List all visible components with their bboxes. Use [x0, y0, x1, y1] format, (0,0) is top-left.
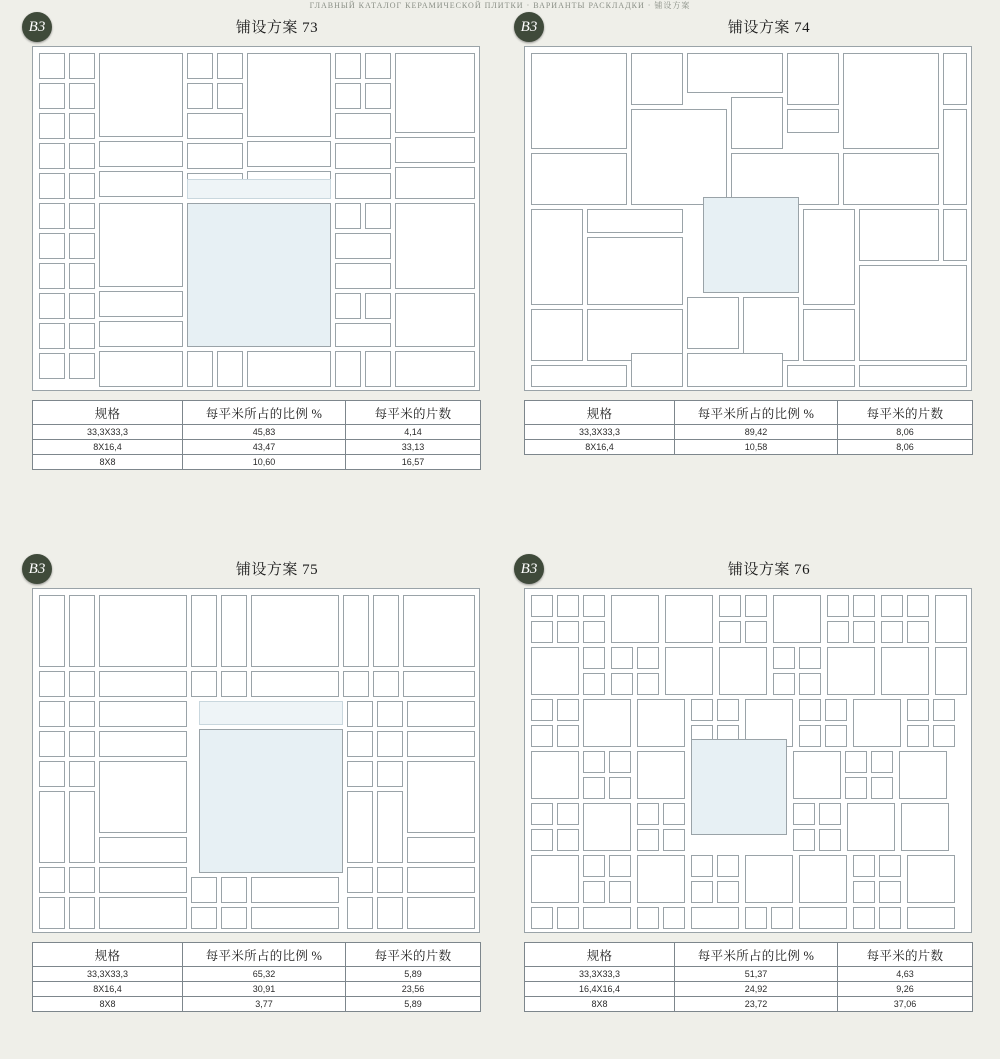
table-row: [33, 982, 481, 997]
cell-pieces: 9,26: [838, 982, 973, 997]
col-percent: 每平米所占的比例 %: [675, 943, 838, 967]
cell-pieces: 16,57: [346, 455, 481, 470]
table-header-row: [33, 401, 481, 425]
col-pieces: 每平米的片数: [346, 401, 481, 425]
table-row: [525, 997, 973, 1012]
cell-spec: 8X16,4: [525, 440, 675, 455]
table-row: [33, 455, 481, 470]
col-percent: 每平米所占的比例 %: [183, 943, 346, 967]
cell-pieces: 37,06: [838, 997, 973, 1012]
cell-pieces: 23,56: [346, 982, 481, 997]
col-spec: 规格: [33, 401, 183, 425]
cell-percent: 45,83: [183, 425, 346, 440]
table-row: [525, 967, 973, 982]
tile-diagram: [524, 46, 972, 391]
cell-pieces: 8,06: [838, 440, 973, 455]
panel-header: [514, 12, 984, 46]
panel-header: [22, 554, 492, 588]
table-row: [33, 440, 481, 455]
cell-percent: 65,32: [183, 967, 346, 982]
panel-header: [22, 12, 492, 46]
spec-table: [524, 942, 973, 1012]
cell-pieces: 4,14: [346, 425, 481, 440]
cell-spec: 8X8: [33, 455, 183, 470]
cell-percent: 30,91: [183, 982, 346, 997]
badge-b3: B3: [514, 554, 544, 584]
cell-percent: 89,42: [675, 425, 838, 440]
cell-pieces: 4,63: [838, 967, 973, 982]
cell-spec: 8X16,4: [33, 982, 183, 997]
spec-table: [32, 400, 481, 470]
cell-percent: 10,60: [183, 455, 346, 470]
col-spec: 规格: [33, 943, 183, 967]
col-percent: 每平米所占的比例 %: [183, 401, 346, 425]
col-spec: 规格: [525, 943, 675, 967]
cell-percent: 3,77: [183, 997, 346, 1012]
cell-spec: 33,3X33,3: [525, 967, 675, 982]
table-row: [525, 982, 973, 997]
page-title: 铺设方案 73: [235, 20, 319, 36]
layout-panel-74: [514, 12, 984, 455]
spec-table: [32, 942, 481, 1012]
col-spec: 规格: [525, 401, 675, 425]
col-pieces: 每平米的片数: [838, 401, 973, 425]
layout-panel-76: [514, 554, 984, 1012]
cell-spec: 16,4X16,4: [525, 982, 675, 997]
tile-diagram: [32, 588, 480, 933]
table-row: [33, 997, 481, 1012]
cell-pieces: 5,89: [346, 967, 481, 982]
table-row: [33, 425, 481, 440]
cell-percent: 24,92: [675, 982, 838, 997]
badge-b3: B3: [22, 554, 52, 584]
page-title: 铺设方案 74: [727, 20, 811, 36]
cell-spec: 8X16,4: [33, 440, 183, 455]
cell-percent: 23,72: [675, 997, 838, 1012]
panel-header: [514, 554, 984, 588]
cell-pieces: 8,06: [838, 425, 973, 440]
cell-spec: 33,3X33,3: [33, 425, 183, 440]
layout-panel-75: [22, 554, 492, 1012]
cell-spec: 33,3X33,3: [525, 425, 675, 440]
col-pieces: 每平米的片数: [346, 943, 481, 967]
tile-diagram: [32, 46, 480, 391]
layout-panel-73: [22, 12, 492, 470]
page-title: 铺设方案 76: [727, 562, 811, 578]
table-row: [33, 967, 481, 982]
cell-spec: 8X8: [525, 997, 675, 1012]
tile-diagram: [524, 588, 972, 933]
cell-pieces: 5,89: [346, 997, 481, 1012]
table-header-row: [33, 943, 481, 967]
badge-b3: B3: [514, 12, 544, 42]
page-title: 铺设方案 75: [235, 562, 319, 578]
table-header-row: [525, 943, 973, 967]
table-header-row: [525, 401, 973, 425]
cell-spec: 8X8: [33, 997, 183, 1012]
table-row: [525, 425, 973, 440]
badge-b3: B3: [22, 12, 52, 42]
cell-pieces: 33,13: [346, 440, 481, 455]
col-percent: 每平米所占的比例 %: [675, 401, 838, 425]
cell-percent: 51,37: [675, 967, 838, 982]
cell-percent: 10,58: [675, 440, 838, 455]
spec-table: [524, 400, 973, 455]
cell-percent: 43,47: [183, 440, 346, 455]
table-row: [525, 440, 973, 455]
col-pieces: 每平米的片数: [838, 943, 973, 967]
page-header: ГЛАВНЫЙ КАТАЛОГ КЕРАМИЧЕСКОЙ ПЛИТКИ · ВАРИАНТЫ РАСКЛАДКИ · 铺设方案: [309, 1, 691, 10]
cell-spec: 33,3X33,3: [33, 967, 183, 982]
